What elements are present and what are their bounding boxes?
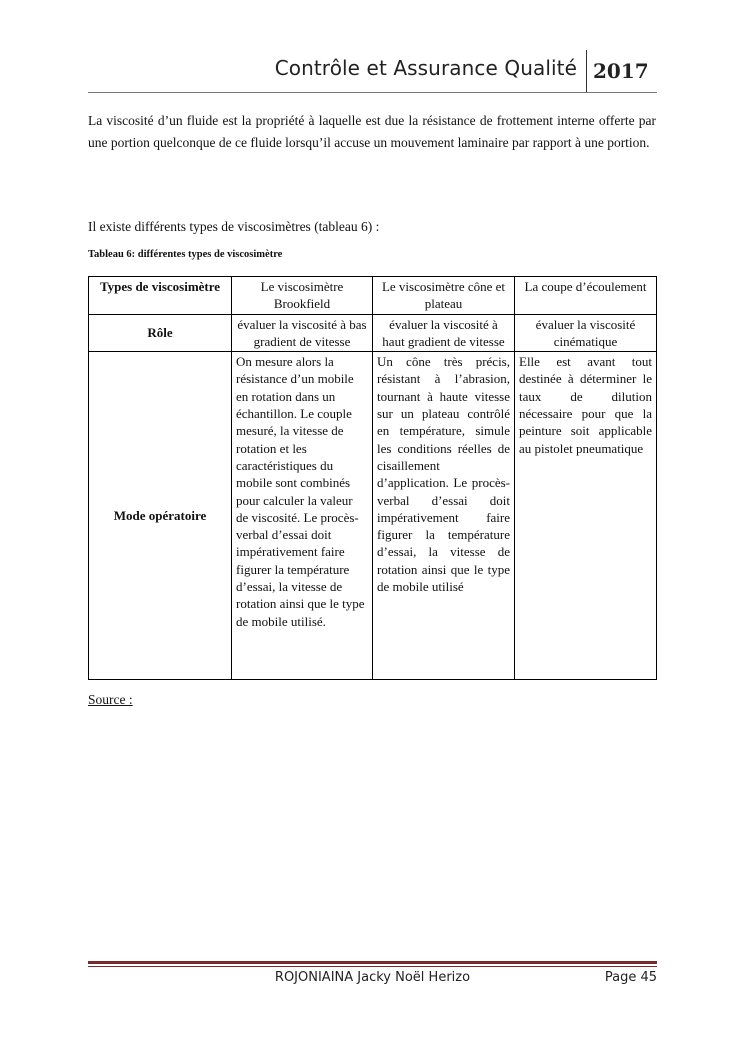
viscosimeter-table [88, 276, 657, 680]
table-caption: Tableau 6: différentes types de viscosimètre [88, 249, 283, 260]
role-brookfield: évaluer la viscosité à bas gradient de vitesse [232, 314, 373, 352]
row-label-mode: Mode opératoire [89, 352, 232, 680]
footer-author: ROJONIAINA Jacky Noël Herizo [274, 970, 471, 985]
header-rule [88, 92, 657, 93]
header-cone-plateau: Le viscosimètre cône et plateau [373, 277, 515, 315]
intro-paragraph: La viscosité d’un fluide est la propriété à laquelle est due la résistance de frottement interne offerte par une portion quelconque de ce fluide lorsqu’il accuse un mouvement laminaire par rapport à une portion. [88, 113, 656, 150]
mode-brookfield: On mesure alors la résistance d’un mobile en rotation dans un échantillon. Le couple mesuré, la vitesse de rotation et les caractéristiques du mobile sont combinés pour calculer la valeur de viscosité. Le procès-verbal d’essai doit impérativement faire figurer la température d’essai, la vitesse de rotation ainsi que le type de mobile utilisé. [232, 352, 373, 680]
types-sentence: Il existe différents types de viscosimètres (tableau 6) : [88, 219, 380, 234]
footer-rule-thin [88, 966, 657, 967]
source-label: Source : [88, 692, 133, 707]
role-cone-plateau: évaluer la viscosité à haut gradient de vitesse [373, 314, 515, 352]
footer-rule [88, 961, 657, 964]
header-separator [586, 50, 587, 92]
footer-page-number: Page 45 [604, 970, 657, 985]
header-year: 2017 [593, 59, 649, 83]
table-header-row [89, 277, 657, 315]
header-brookfield: Le viscosimètre Brookfield [232, 277, 373, 315]
header-title: Contrôle et Assurance Qualité [274, 56, 577, 80]
header-types: Types de viscosimètre [89, 277, 232, 315]
table-row-role [89, 314, 657, 352]
table-row-mode [89, 352, 657, 680]
row-label-role: Rôle [89, 314, 232, 352]
mode-cone-plateau: Un cône très précis, résistant à l’abrasion, tournant à haute vitesse sur un plateau contrôlé en température, simule les conditions réelles de cisaillement d’application. Le procès-verbal d’essai doit impérativement faire figurer la température d’essai, la vitesse de rotation ainsi que le type de mobile utilisé [373, 352, 515, 680]
role-coupe: évaluer la viscosité cinématique [515, 314, 657, 352]
mode-coupe: Elle est avant tout destinée à déterminer le taux de dilution nécessaire pour que la peinture soit applicable au pistolet pneumatique [515, 352, 657, 680]
header-coupe: La coupe d’écoulement [515, 277, 657, 315]
